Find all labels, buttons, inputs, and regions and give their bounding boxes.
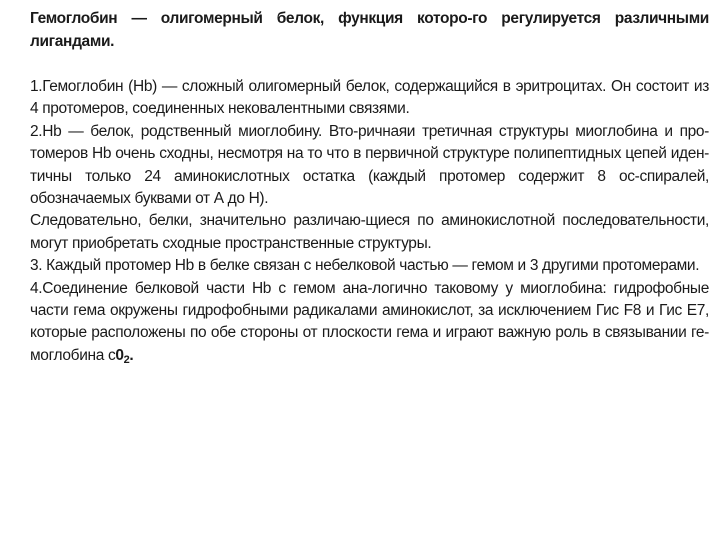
formula-tail: . (129, 346, 134, 364)
paragraph-2: 2.Нb — белок, родственный миоглобину. Вто-ричнаяи третичная структуры миоглобина и про-томеров Нb очень сходны, несмотря на то что в первичной структуре полипептидных цепей иден-тичны только 24 аминокислотных остатка (каждый протомер содержит 8 ос-спиралей, обозначаемых буквами от А до Н). (30, 122, 709, 208)
paragraph-5 (30, 278, 709, 368)
paragraph-4: 3. Каждый протомер Нb в белке связан с небелковой частью — гемом и 3 другими протомерами. (30, 257, 700, 275)
oxygen-formula (115, 347, 133, 364)
paragraph-3: Следовательно, белки, значительно различаю-щиеся по аминокислотной последовательности, могут приобретать сходные пространственные структуры. (30, 212, 709, 252)
formula-main: 0 (115, 346, 124, 364)
formula-subscript: 2 (123, 353, 130, 366)
paragraph-5-text: 4.Соединение белковой части Нb с гемом ана-логично таковому у миоглобина: гидрофобные части гема окружены гидрофобными радикалами аминокислот, за исключением Гис F8 и Гис Е7, которые расположены по обе стороны от плоскости гема и играют важную роль в связывании ге-моглобина с (30, 279, 709, 364)
paragraph-1: 1.Гемоглобин (Нb) — сложный олигомерный белок, содержащийся в эритроцитах. Он состоит из 4 протомеров, соединенных нековалентными связями. (30, 78, 709, 118)
slide-body (30, 76, 709, 367)
slide-title: Гемоглобин — олигомерный белок, функция которо-го регулируется различными лигандами. (30, 10, 709, 50)
